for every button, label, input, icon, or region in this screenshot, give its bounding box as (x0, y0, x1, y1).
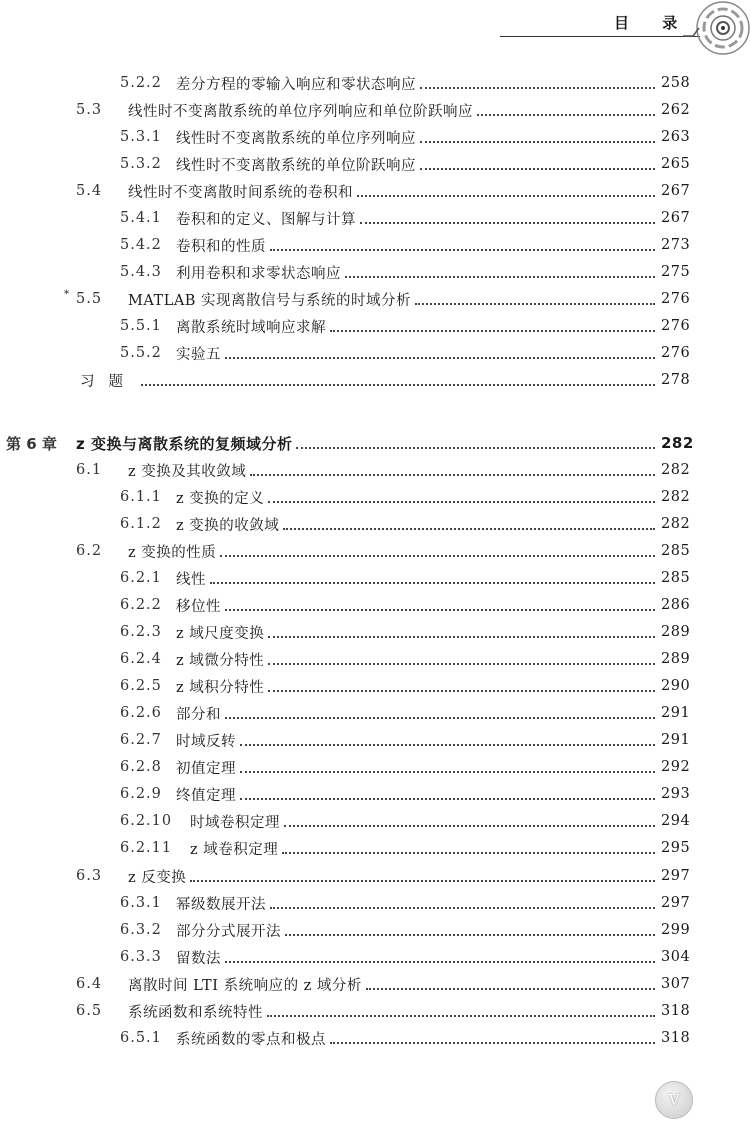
toc-entry-title: 时域反转 (176, 733, 236, 750)
toc-entry[interactable] (120, 673, 689, 699)
toc-entry-title: 习题 (80, 373, 137, 390)
toc-entry[interactable] (120, 890, 689, 916)
toc-entry-title: 系统函数的零点和极点 (176, 1031, 326, 1048)
toc-entry-page: 267 (661, 183, 691, 199)
toc-entry[interactable] (120, 727, 689, 753)
page-header (0, 0, 750, 60)
page-number-badge (655, 1081, 693, 1119)
toc-entry-number: 5.3 (76, 102, 103, 118)
dot-leader (225, 595, 655, 611)
dot-leader (220, 541, 655, 557)
toc-entry-number: 6.2 (76, 543, 103, 559)
toc-entry[interactable] (120, 205, 689, 231)
toc-entry-title: z 域尺度变换 (176, 625, 265, 642)
toc-entry-number: 6.2.11 (120, 840, 173, 856)
toc-entry-title: z 域积分特性 (176, 679, 265, 696)
toc-entry-title: 留数法 (176, 950, 221, 967)
toc-entry-title: 利用卷积和求零状态响应 (176, 265, 341, 282)
toc-entry-page: 318 (661, 1003, 691, 1019)
toc-entry-page: 289 (661, 624, 691, 640)
toc-entry-number: 6.1.1 (120, 489, 162, 505)
dot-leader (415, 289, 655, 305)
circuit-target-icon (683, 0, 750, 64)
toc-entry-number: 5.4.1 (120, 210, 162, 226)
dot-leader (366, 974, 655, 990)
toc-entry-page: 293 (661, 786, 691, 802)
dot-leader (268, 487, 655, 503)
toc-entry[interactable] (120, 565, 689, 591)
toc-entry-number: 6.2.2 (120, 597, 162, 613)
dot-leader (141, 370, 655, 386)
toc-entry-number: 6.1 (76, 462, 103, 478)
toc-entry-page: 265 (661, 156, 691, 172)
dot-leader (268, 676, 655, 692)
toc-entry-number: 6.2.10 (120, 813, 173, 829)
toc-entry-page: 282 (661, 462, 691, 478)
dot-leader (420, 73, 655, 89)
toc-entry[interactable] (76, 998, 689, 1024)
toc-entry[interactable] (120, 835, 689, 861)
toc-entry-page: 289 (661, 651, 691, 667)
toc-entry-title: 线性时不变离散系统的单位序列响应 (176, 130, 416, 147)
toc-entry-title: 差分方程的零输入响应和零状态响应 (176, 76, 416, 93)
toc-entry-title: MATLAB 实现离散信号与系统的时域分析 (128, 292, 412, 309)
dot-leader (225, 703, 655, 719)
toc-entry[interactable] (120, 313, 689, 339)
toc-entry[interactable] (120, 592, 689, 618)
dot-leader (210, 568, 655, 584)
toc-entry-number: 6.2.7 (120, 732, 162, 748)
toc-entry-page: 263 (661, 129, 691, 145)
dot-leader (270, 893, 655, 909)
toc-entry-page: 282 (661, 489, 691, 505)
toc-entry-page: 318 (661, 1030, 691, 1046)
toc-entry-page: 291 (661, 705, 691, 721)
toc-entry[interactable] (120, 619, 689, 645)
dot-leader (477, 100, 655, 116)
toc-entry-title: z 域卷积定理 (190, 841, 279, 858)
toc-entry-title: 实验五 (176, 346, 221, 363)
toc-entry-page: 290 (661, 678, 691, 694)
dot-leader (285, 920, 655, 936)
toc-entry-page: 275 (661, 264, 691, 280)
toc-entry-page: 276 (661, 345, 691, 361)
toc-entry[interactable] (120, 646, 689, 672)
toc-entry-page: 304 (661, 949, 691, 965)
toc-entry-title: 初值定理 (176, 760, 236, 777)
toc-entry-page: 297 (661, 868, 691, 884)
toc-entry-number: 6.2.8 (120, 759, 162, 775)
toc-entry-title: 线性时不变离散系统的单位阶跃响应 (176, 157, 416, 174)
toc-chapter[interactable] (6, 430, 694, 456)
dot-leader (267, 1001, 655, 1017)
toc-entry-title: z 变换的定义 (176, 490, 265, 507)
toc-entry[interactable] (76, 457, 689, 483)
toc-entry[interactable] (76, 863, 689, 889)
toc-entry[interactable] (120, 259, 689, 285)
toc-entry-number: 6.3 (76, 868, 103, 884)
toc-entry-page: 307 (661, 976, 691, 992)
toc-entry-number: 5.5.1 (120, 318, 162, 334)
toc-entry[interactable] (120, 511, 689, 537)
toc-entry[interactable] (120, 917, 689, 943)
toc-entry-title: z 变换及其收敛域 (128, 463, 247, 480)
toc-entry-page: 285 (661, 543, 691, 559)
toc-entry-title: 线性时不变离散时间系统的卷积和 (128, 184, 353, 201)
dot-leader (268, 622, 655, 638)
dot-leader (360, 208, 655, 224)
dot-leader (420, 154, 655, 170)
dot-leader (345, 262, 655, 278)
toc-entry-page: 299 (661, 922, 691, 938)
toc-entry-number: 6.2.6 (120, 705, 162, 721)
dot-leader (357, 181, 655, 197)
dot-leader (282, 838, 655, 854)
toc-entry-title: z 域微分特性 (176, 652, 265, 669)
toc-entry[interactable] (120, 484, 689, 510)
toc-entry-number: 6.3.1 (120, 895, 162, 911)
toc-entry-number: 6.2.4 (120, 651, 162, 667)
toc-entry-title: 系统函数和系统特性 (128, 1004, 263, 1021)
toc-entry-title: 时域卷积定理 (190, 814, 280, 831)
dot-leader (240, 784, 655, 800)
toc-entry-title: z 反变换 (128, 869, 187, 886)
toc-entry-number: 6.3.2 (120, 922, 162, 938)
toc-entry[interactable] (120, 232, 689, 258)
dot-leader (240, 730, 655, 746)
toc-entry-number: 6.4 (76, 976, 103, 992)
header-title: 目 录 (614, 14, 692, 32)
toc-entry-page: 285 (661, 570, 691, 586)
toc-entry-number: 6.2.1 (120, 570, 162, 586)
dot-leader (270, 235, 655, 251)
toc-entry[interactable] (76, 971, 689, 997)
toc-entry-title: 部分分式展开法 (176, 923, 281, 940)
toc-entry-number: 6.5 (76, 1003, 103, 1019)
toc-entry-number: 6.2.3 (120, 624, 162, 640)
dot-leader (330, 316, 655, 332)
toc-entry-title: 终值定理 (176, 787, 236, 804)
toc-entry[interactable] (76, 97, 689, 123)
toc-entry-number: 5.2.2 (120, 75, 162, 91)
header-rule (500, 36, 700, 37)
toc-entry-page: 292 (661, 759, 691, 775)
toc-entry-number: 5.4.2 (120, 237, 162, 253)
toc-entry-page: 291 (661, 732, 691, 748)
toc-entry-number: 5.4 (76, 183, 103, 199)
toc-entry-title: z 变换与离散系统的复频域分析 (76, 434, 293, 453)
toc-entry-number: 第 6 章 (6, 434, 57, 453)
toc-entry-page: 282 (661, 434, 694, 452)
toc-entry-page: 262 (661, 102, 691, 118)
dot-leader (268, 649, 655, 665)
dot-leader (190, 866, 655, 882)
toc-entry-page: 278 (661, 372, 691, 388)
toc-entry-title: 卷积和的性质 (176, 238, 266, 255)
optional-marker: * (64, 289, 69, 300)
toc-entry[interactable] (120, 1025, 689, 1051)
toc-entry[interactable] (120, 124, 689, 150)
toc-entry[interactable] (120, 700, 689, 726)
toc-entry-title: 离散时间 LTI 系统响应的 z 域分析 (128, 977, 362, 994)
toc-entry-title: 部分和 (176, 706, 221, 723)
toc-entry-number: 5.3.2 (120, 156, 162, 172)
toc-entry-page: 276 (661, 291, 691, 307)
toc-entry-title: z 变换的收敛域 (176, 517, 280, 534)
toc-entry[interactable] (76, 286, 689, 312)
toc-entry-number: 6.1.2 (120, 516, 162, 532)
toc-entry-number: 6.2.9 (120, 786, 162, 802)
toc-entry[interactable] (120, 340, 689, 366)
toc-entry-number: 6.3.3 (120, 949, 162, 965)
toc-entry[interactable] (120, 151, 689, 177)
dot-leader (296, 433, 655, 449)
toc-entry-page: 273 (661, 237, 691, 253)
toc-entry-page: 297 (661, 895, 691, 911)
toc-entry-number: 5.3.1 (120, 129, 162, 145)
dot-leader (250, 460, 655, 476)
toc-entry-number: 5.4.3 (120, 264, 162, 280)
dot-leader (225, 947, 655, 963)
toc-entry[interactable] (120, 781, 689, 807)
toc-entry-title: 离散系统时域响应求解 (176, 319, 326, 336)
toc-entry-page: 267 (661, 210, 691, 226)
toc-entry-title: 线性 (176, 571, 206, 588)
toc-entry-title: 卷积和的定义、图解与计算 (176, 211, 356, 228)
toc-entry-page: 286 (661, 597, 691, 613)
toc-entry[interactable] (76, 538, 689, 564)
toc-entry-title: 线性时不变离散系统的单位序列响应和单位阶跃响应 (128, 103, 473, 120)
dot-leader (225, 343, 655, 359)
toc-entry[interactable] (120, 754, 689, 780)
toc-entry-number: 6.5.1 (120, 1030, 162, 1046)
dot-leader (330, 1028, 655, 1044)
toc-entry-page: 282 (661, 516, 691, 532)
toc-entry-page: 258 (661, 75, 691, 91)
toc-entry-page: 295 (661, 840, 691, 856)
toc-entry[interactable] (76, 178, 689, 204)
toc-entry[interactable] (120, 808, 689, 834)
toc-entry-page: 294 (661, 813, 691, 829)
toc-entry-number: 6.2.5 (120, 678, 162, 694)
dot-leader (240, 757, 655, 773)
dot-leader (284, 811, 655, 827)
toc-entry[interactable] (120, 944, 689, 970)
toc-entry-title: 移位性 (176, 598, 221, 615)
toc-entry-page: 276 (661, 318, 691, 334)
toc-entry[interactable] (120, 70, 689, 96)
dot-leader (420, 127, 655, 143)
dot-leader (283, 514, 655, 530)
toc-entry[interactable] (80, 367, 689, 393)
toc-entry-title: z 变换的性质 (128, 544, 217, 561)
toc-entry-title: 幂级数展开法 (176, 896, 266, 913)
toc-entry-number: 5.5.2 (120, 345, 162, 361)
toc-entry-number: 5.5 (76, 291, 103, 307)
page-number: V (668, 1091, 680, 1109)
